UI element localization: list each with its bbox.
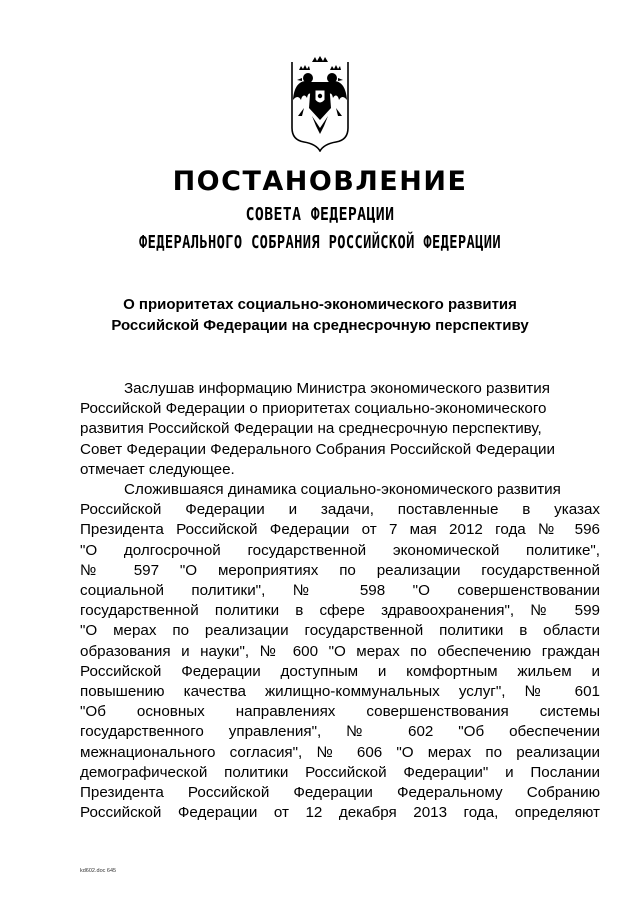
file-code: kd602.doc 645 [80,868,117,874]
document-subtitle-council: СОВЕТА ФЕДЕРАЦИИ [245,204,395,225]
body-line: развития Российской Федерации на среднесрочную перспективу, [80,420,542,438]
body-line: "О долгосрочной государственной экономической политике", [80,541,600,559]
body-line: демографической политики Российской Федерации" и Послании [80,763,600,781]
document-title: ПОСТАНОВЛЕНИЕ [172,166,468,197]
body-line: Совет Федерации Федерального Собрания Российской Федерации [80,440,555,458]
subject-line: О приоритетах социально-экономического развития [123,296,517,313]
resolution-subject [0,294,640,336]
body-line: № 597 "О мероприятиях по реализации государственной [80,561,600,579]
document-subtitle-assembly: ФЕДЕРАЛЬНОГО СОБРАНИЯ РОССИЙСКОЙ ФЕДЕРАЦИИ [139,232,501,253]
document-body [80,379,600,823]
body-line: Российской Федерации доступным и комфортным жильем и [80,662,600,680]
body-line: Сложившаяся динамика социально-экономического развития [124,481,561,499]
russian-coat-of-arms-icon [290,56,350,152]
body-line: Президента Российской Федерации от 7 мая 2012 года № 596 [80,521,600,539]
body-line: Российской Федерации о приоритетах социально-экономического [80,400,547,418]
body-line: Российской Федерации от 12 декабря 2013 года, определяют [80,804,600,822]
body-line: государственного управления", № 602 "Об обеспечении [80,723,600,741]
body-line: "О мерах по реализации государственной политики в области [80,622,600,640]
body-line: "Об основных направлениях совершенствования системы [80,703,600,721]
body-line: Президента Российской Федерации Федеральному Собранию [80,784,600,802]
body-line: Российской Федерации и задачи, поставленные в указах [80,501,600,519]
subject-line: Российской Федерации на среднесрочную перспективу [111,317,529,334]
body-line: социальной политики", № 598 "О совершенствовании [80,582,600,600]
body-line: Заслушав информацию Министра экономического развития [124,380,550,397]
body-line: повышению качества жилищно-коммунальных услуг", № 601 [80,683,600,701]
body-line: образования и науки", № 600 "О мерах по обеспечению граждан [80,642,600,660]
body-line: межнационального согласия", № 606 "О мерах по реализации [80,743,600,761]
body-line: отмечает следующее. [80,460,235,478]
body-line: государственной политики в сфере здравоохранения", № 599 [80,602,600,620]
